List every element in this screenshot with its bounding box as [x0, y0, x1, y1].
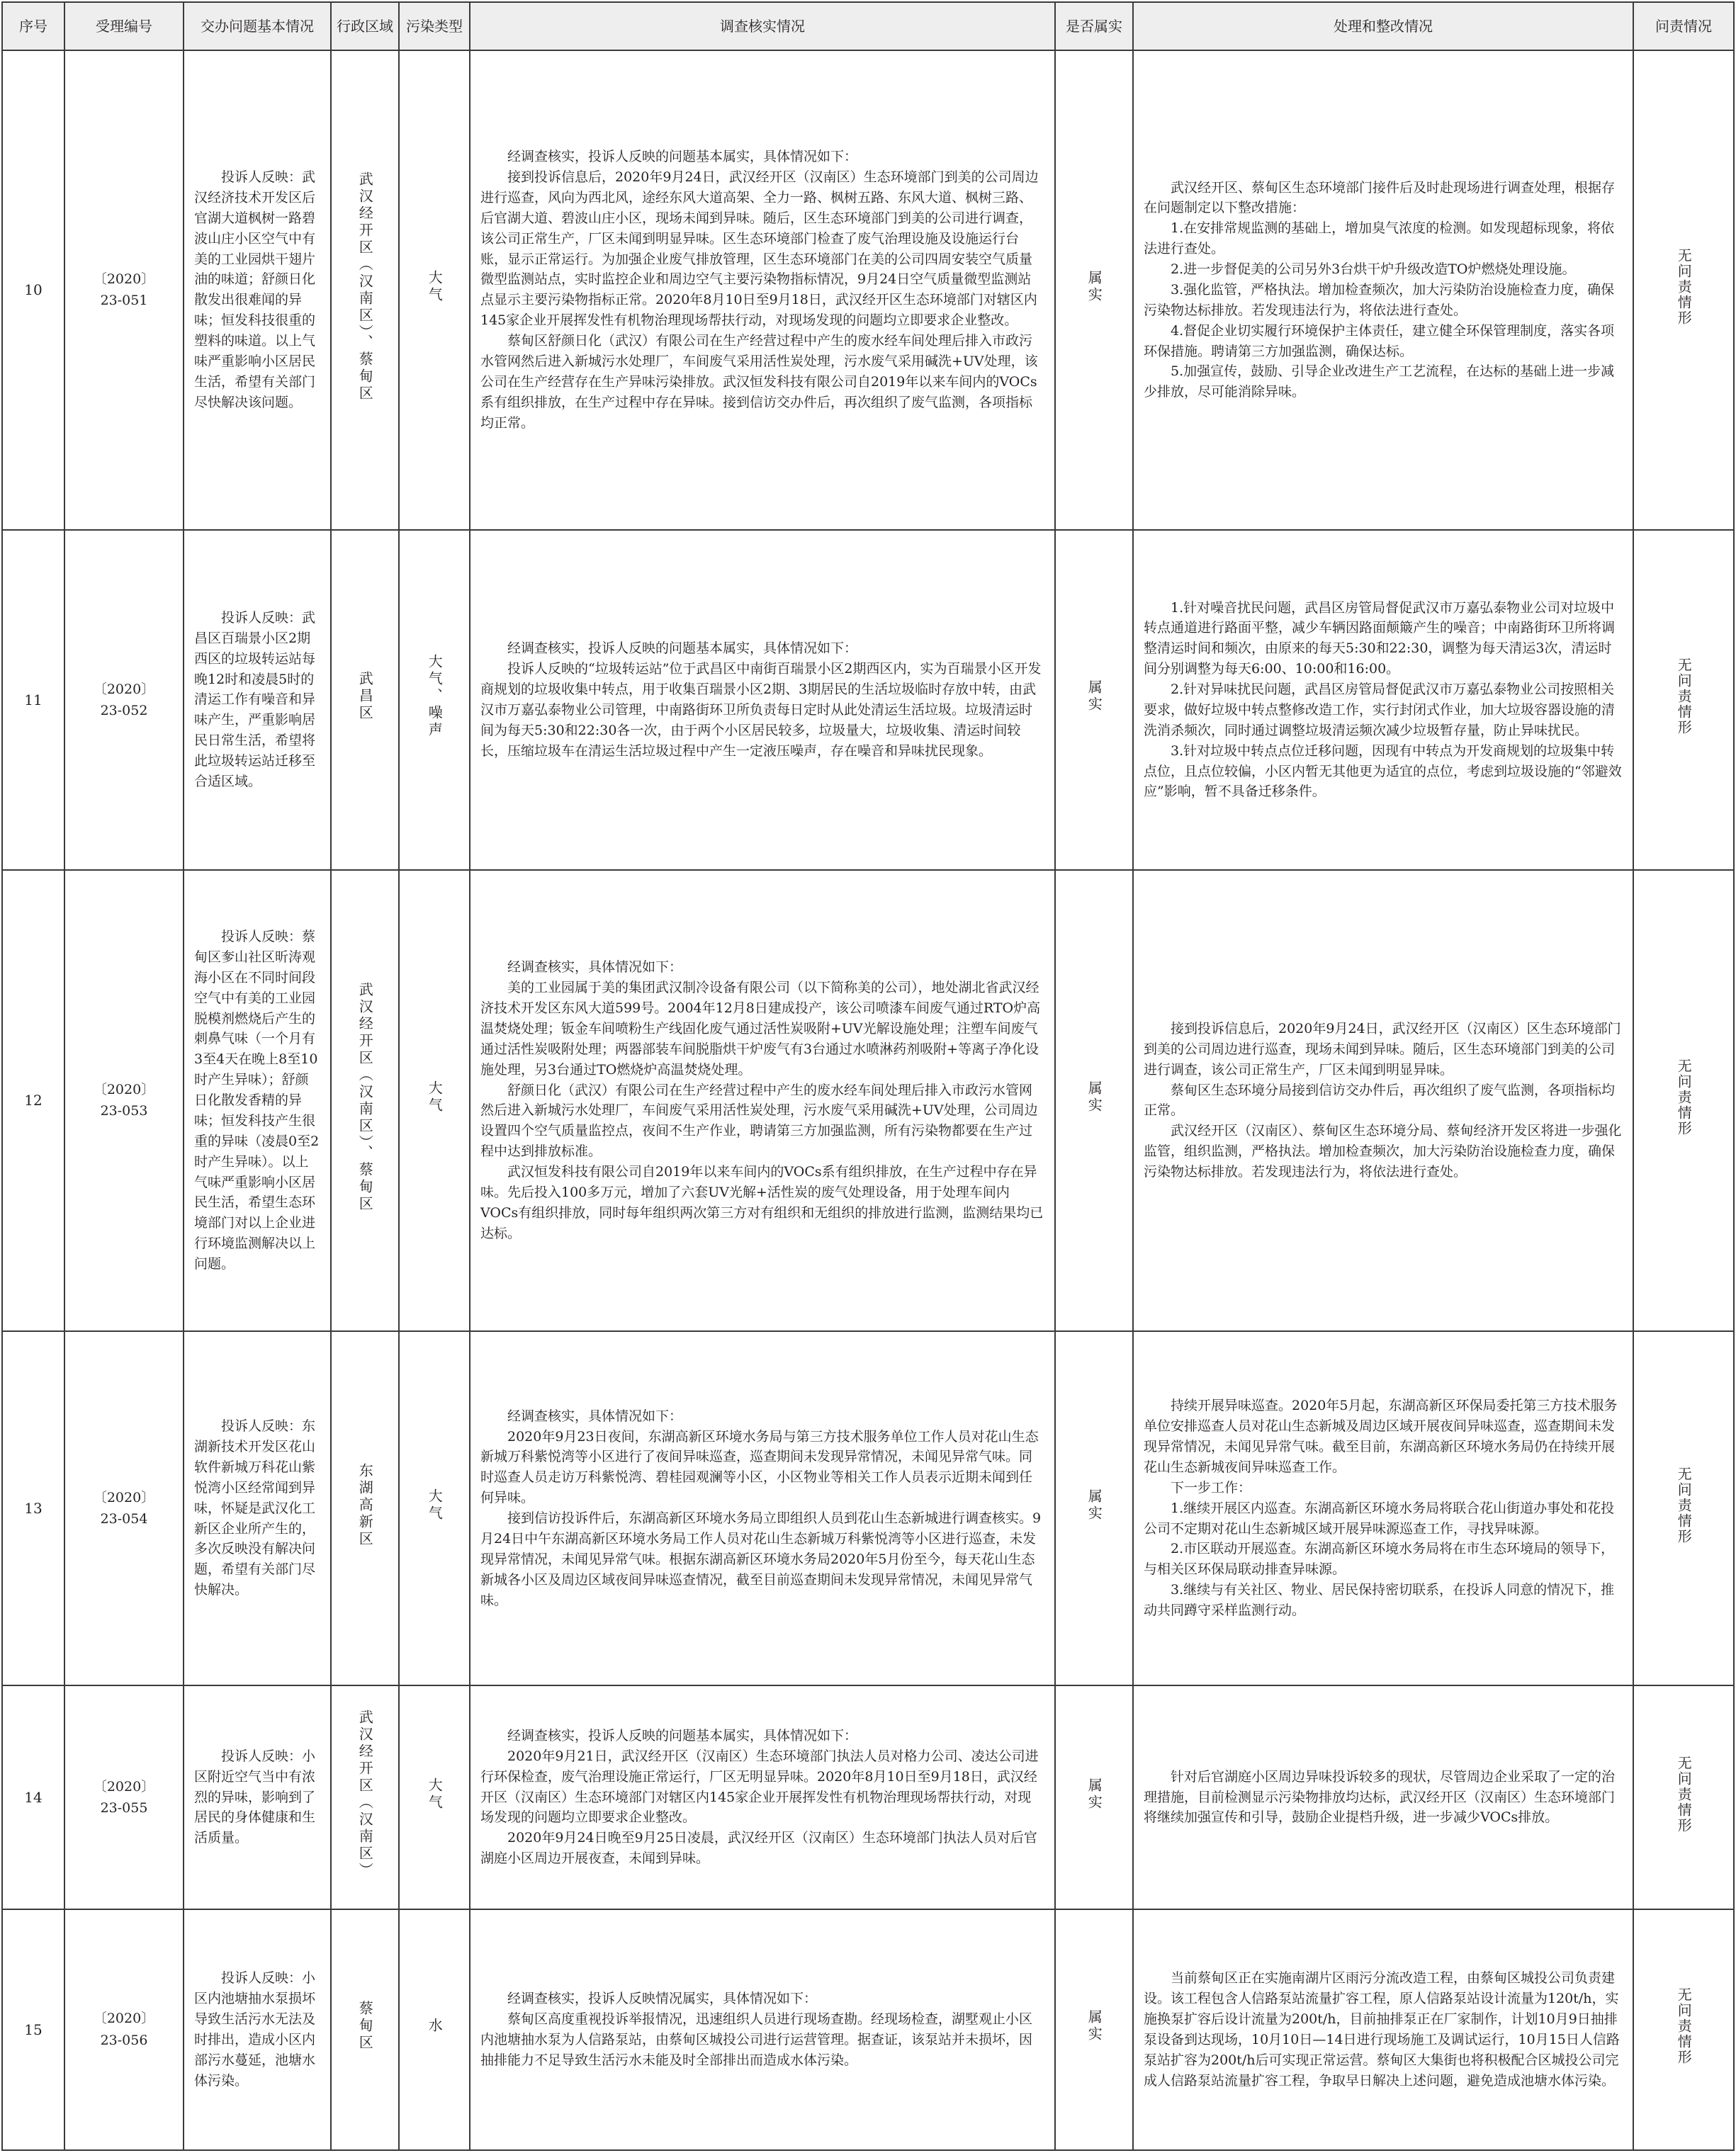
header-investigation: 调查核实情况 [470, 2, 1055, 50]
row-id-num: 23-055 [100, 1799, 148, 1816]
problem-text: 投诉人反映：小区附近空气当中有浓烈的异味，影响到了居民的身体健康和生活质量。 [194, 1748, 316, 1846]
row-handling [1133, 1331, 1633, 1686]
handling-paragraph: 2.市区联动开展巡查。东湖高新区环境水务局将在市生态环境局的领导下，与相关区环保局联动排查异味源。 [1144, 1541, 1615, 1578]
handling-paragraph: 3.继续与有关社区、物业、居民保持密切联系，在投诉人同意的情况下，推动共同蹲守采样监测行动。 [1144, 1582, 1615, 1618]
handling-paragraph: 当前蔡甸区正在实施南湖片区雨污分流改造工程，由蔡甸区城投公司负责建设。该工程包含人信路泵站流量扩容工程，原人信路泵站设计流量为120t/h，实施换泵扩容后设计流量为200t/h，目前抽排泵正在厂家制作，计划10月9日抽排泵设备到达现场，10月10日—14日进行现场施工及调试运行，10月15日人信路泵站扩容为200t/h后可实现正常运营。蔡甸区大集街也将积极配合区城投公司完成人信路泵站流量扩容工程，争取早日解决上述问题，避免造成池塘水体污染。 [1144, 1970, 1620, 2089]
verified-text: 属实 [1086, 1488, 1103, 1522]
handling-paragraph: 持续开展异味巡查。2020年5月起，东湖高新区环保局委托第三方技术服务单位安排巡查人员对花山生态新城及周边区域开展夜间异味巡查，巡查期间未发现异常情况，未闻见异常气味。截至目前，东湖高新区环境水务局仍在持续开展花山生态新城夜间异味巡查工作。 [1144, 1398, 1618, 1475]
row-problem [184, 530, 331, 870]
investigation-paragraph: 接到投诉信息后，2020年9月24日，武汉经开区（汉南区）生态环境部门到美的公司周边进行巡查，风向为西北风，途经东风大道高架、全力一路、枫树五路、东风大道、枫树三路、后官湖大道、碧波山庄小区，现场未闻到异味。随后，区生态环境部门到美的公司进行调查，该公司正常生产，厂区未闻到明显异味。区生态环境部门检查了废气治理设施及设施运行台账，显示正常运行。为加强企业废气排放管理，区生态环境部门在美的公司四周安装空气质量微型监测站点，实时监控企业和周边空气主要污染物指标情况，9月24日空气质量微型监测站点显示主要污染物指标正常。2020年8月10日至9月18日，武汉经开区生态环境部门对辖区内145家企业开展挥发性有机物治理现场帮扶行动，对现场发现的问题均立即要求企业整改。 [480, 169, 1039, 329]
row-id [64, 1685, 184, 1909]
district-text: 蔡甸区 [356, 2001, 374, 2052]
row-id-year: 〔2020〕 [93, 681, 155, 697]
row-district [331, 1685, 399, 1909]
accountability-text: 无问责情形 [1675, 1466, 1693, 1544]
district-text: 武汉经开区（汉南区）、蔡甸区 [356, 982, 374, 1214]
problem-text: 投诉人反映：东湖新技术开发区花山软件新城万科花山紫悦湾小区经常闻到异味，怀疑是武汉化工新区企业所产生的，多次反映没有解决问题，希望有关部门尽快解决。 [194, 1418, 316, 1598]
row-verified [1055, 1909, 1133, 2150]
row-handling [1133, 530, 1633, 870]
row-accountability [1633, 1909, 1734, 2150]
header-row [2, 2, 1734, 50]
row-id-num: 23-056 [100, 2032, 148, 2048]
row-handling [1133, 50, 1633, 530]
row-problem [184, 870, 331, 1331]
verified-text: 属实 [1086, 1080, 1103, 1115]
row-id [64, 870, 184, 1331]
investigation-paragraph: 经调查核实，投诉人反映的问题基本属实，具体情况如下： [507, 1727, 858, 1744]
row-verified [1055, 1685, 1133, 1909]
row-pollution [399, 870, 470, 1331]
row-verified [1055, 870, 1133, 1331]
row-pollution [399, 1909, 470, 2150]
row-pollution [399, 50, 470, 530]
verified-text: 属实 [1086, 1777, 1103, 1812]
handling-paragraph: 3.针对垃圾中转点点位迁移问题，因现有中转点为开发商规划的垃圾集中转点位，且点位较偏，小区内暂无其他更为适宜的点位，考虑到垃圾设施的“邻避效应”影响，暂不具备迁移条件。 [1144, 742, 1622, 800]
accountability-text: 无问责情形 [1675, 1987, 1693, 2066]
handling-paragraph: 2.进一步督促美的公司另外3台烘干炉升级改造TO炉燃烧处理设施。 [1171, 261, 1576, 278]
row-id-num: 23-051 [100, 293, 148, 309]
row-seq: 11 [2, 530, 64, 870]
pollution-text: 水 [426, 2018, 444, 2035]
problem-text: 投诉人反映：小区内池塘抽水泵损坏导致生活污水无法及时排出，造成小区内部污水蔓延，池塘水体污染。 [194, 1970, 316, 2089]
investigation-paragraph: 投诉人反映的“垃圾转运站”位于武昌区中南街百瑞景小区2期西区内，实为百瑞景小区开发商规划的垃圾收集中转点，用于收集百瑞景小区2期、3期居民的生活垃圾临时存放中转，由武汉市万嘉弘泰物业公司管理，中南路街环卫所负责每日定时从此处清运生活垃圾。垃圾清运时间为每天5:30和22:30各一次，由于两个小区居民较多，垃圾量大，垃圾收集、清运时间较长，压缩垃圾车在清运生活垃圾过程中产生一定液压噪声，存在噪音和异味扰民现象。 [480, 661, 1042, 759]
row-id [64, 1331, 184, 1686]
row-accountability [1633, 1331, 1734, 1686]
investigation-paragraph: 武汉恒发科技有限公司自2019年以来车间内的VOCs系有组织排放，在生产过程中存在异味。先后投入100多万元，增加了六套UV光解+活性炭的废气处理设备，用于处理车间内VOCs有组织排放，同时每年组织两次第三方对有组织和无组织的排放进行监测，监测结果均已达标。 [480, 1164, 1044, 1241]
pollution-text: 大气 [426, 1080, 444, 1115]
row-handling [1133, 870, 1633, 1331]
row-investigation [470, 530, 1055, 870]
row-verified [1055, 50, 1133, 530]
pollution-text: 大气 [426, 1488, 444, 1522]
district-text: 武汉经开区（汉南区） [356, 1709, 374, 1880]
row-problem [184, 1909, 331, 2150]
district-text: 武汉经开区（汉南区）、蔡甸区 [356, 171, 374, 402]
handling-paragraph: 针对后官湖庭小区周边异味投诉较多的现状，尽管周边企业采取了一定的治理措施，目前检测显示污染物排放均达标，武汉经开区（汉南区）生态环境部门将继续加强宣传和引导，鼓励企业提档升级，进一步减少VOCs排放。 [1144, 1768, 1616, 1826]
row-investigation [470, 1909, 1055, 2150]
header-handling: 处理和整改情况 [1133, 2, 1633, 50]
handling-paragraph: 1.继续开展区内巡查。东湖高新区环境水务局将联合花山街道办事处和花投公司不定期对花山生态新城区域开展异味源巡查工作，寻找异味源。 [1144, 1500, 1615, 1537]
header-seq: 序号 [2, 2, 64, 50]
row-accountability [1633, 530, 1734, 870]
row-id [64, 530, 184, 870]
investigation-paragraph: 经调查核实，投诉人反映情况属实，具体情况如下： [507, 1991, 818, 2007]
row-id-year: 〔2020〕 [93, 2011, 155, 2027]
table-row [2, 1331, 1734, 1686]
pollution-text: 大气 [426, 269, 444, 304]
investigation-paragraph: 接到信访投诉件后，东湖高新区环境水务局立即组织人员到花山生态新城进行调查核实。9月24日中午东湖高新区环境水务局工作人员对花山生态新城万科紫悦湾等小区进行巡查，未发现异常情况，未闻见异常气味。根据东湖高新区环境水务局2020年5月份至今，每天花山生态新城各小区及周边区域夜间异味巡查情况，截至目前巡查期间未发现异常情况，未闻见异常气味。 [480, 1510, 1042, 1608]
complaint-table [1, 1, 1735, 2151]
row-id [64, 50, 184, 530]
row-pollution [399, 1685, 470, 1909]
header-pollution: 污染类型 [399, 2, 470, 50]
row-seq: 12 [2, 870, 64, 1331]
table-row [2, 870, 1734, 1331]
row-problem [184, 50, 331, 530]
header-id: 受理编号 [64, 2, 184, 50]
accountability-text: 无问责情形 [1675, 247, 1693, 326]
investigation-paragraph: 蔡甸区舒颜日化（武汉）有限公司在生产经营过程中产生的废水经车间处理后排入市政污水管网然后进入新城污水处理厂，车间废气采用活性炭处理，污水废气采用碱洗+UV处理，该公司在生产经营存在生产异味污染排放。武汉恒发科技有限公司自2019年以来车间内的VOCs系有组织排放，在生产过程中存在异味。接到信访交办件后，再次组织了废气监测，各项指标均正常。 [480, 333, 1038, 431]
table-row [2, 1685, 1734, 1909]
row-seq: 13 [2, 1331, 64, 1686]
handling-paragraph: 1.在安排常规监测的基础上，增加臭气浓度的检测。如发现超标现象，将依法进行查处。 [1144, 220, 1615, 257]
pollution-text: 大气 [426, 1777, 444, 1812]
row-id-num: 23-053 [100, 1103, 148, 1119]
investigation-paragraph: 蔡甸区高度重视投诉举报情况，迅速组织人员进行现场查勘。经现场检查，湖墅观止小区内池塘抽水泵为人信路泵站，由蔡甸区城投公司进行运营管理。据查证，该泵站并未损坏，因抽排能力不足导致生活污水未能及时全部排出而造成水体污染。 [480, 2011, 1033, 2068]
handling-paragraph: 蔡甸区生态环境分局接到信访交办件后，再次组织了废气监测，各项指标均正常。 [1144, 1082, 1616, 1119]
investigation-paragraph: 经调查核实，投诉人反映的问题基本属实，具体情况如下： [507, 640, 858, 657]
header-accountability: 问责情况 [1633, 2, 1734, 50]
handling-paragraph: 武汉经开区（汉南区）、蔡甸区生态环境分局、蔡甸经济开发区将进一步强化监管，组织监测，严格执法。增加检查频次，加大污染防治设施检查力度，确保污染物达标排放。若发现违法行为，将依法进行查处。 [1144, 1123, 1622, 1180]
accountability-text: 无问责情形 [1675, 657, 1693, 736]
handling-paragraph: 4.督促企业切实履行环境保护主体责任，建立健全环保管理制度，落实各项环保措施。聘请第三方加强监测，确保达标。 [1144, 322, 1615, 359]
handling-paragraph: 2.针对异味扰民问题，武昌区房管局督促武汉市万嘉弘泰物业公司按照相关要求，做好垃圾中转点整修改造工作，实行封闭式作业，加大垃圾容器设施的清洗消杀频次，同时通过调整垃圾清运频次减少垃圾暂存量，防止异味扰民。 [1144, 682, 1616, 738]
investigation-paragraph: 经调查核实，投诉人反映的问题基本属实，具体情况如下： [507, 149, 858, 165]
district-text: 武昌区 [356, 671, 374, 723]
verified-text: 属实 [1086, 2009, 1103, 2044]
row-district [331, 50, 399, 530]
row-accountability [1633, 1685, 1734, 1909]
row-id-year: 〔2020〕 [93, 271, 155, 287]
table-row [2, 50, 1734, 530]
row-verified [1055, 1331, 1133, 1686]
handling-paragraph: 接到投诉信息后，2020年9月24日，武汉经开区（汉南区）区生态环境部门到美的公司周边进行巡查，现场未闻到异味。随后，区生态环境部门到美的公司进行调查，该公司正常生产，厂区未闻到明显异味。 [1144, 1020, 1621, 1078]
row-verified [1055, 530, 1133, 870]
row-id-num: 23-052 [100, 702, 148, 718]
header-verified: 是否属实 [1055, 2, 1133, 50]
investigation-paragraph: 美的工业园属于美的集团武汉制冷设备有限公司（以下简称美的公司），地处湖北省武汉经济技术开发区东风大道599号。2004年12月8日建成投产，该公司喷漆车间废气通过RTO炉高温焚烧处理；钣金车间喷粉生产线固化废气通过活性炭吸附+UV光解设施处理；注塑车间废气通过活性炭吸附处理；两器部装车间脱脂烘干炉废气有3台通过水喷淋药剂吸附+等离子净化设施处理，另3台通过TO燃烧炉高温焚烧处理。 [480, 980, 1041, 1078]
row-id-num: 23-054 [100, 1511, 148, 1527]
row-investigation [470, 1685, 1055, 1909]
row-investigation [470, 1331, 1055, 1686]
row-handling [1133, 1685, 1633, 1909]
verified-text: 属实 [1086, 679, 1103, 714]
handling-paragraph: 3.强化监管，严格执法。增加检查频次，加大污染防治设施检查力度，确保污染物达标排放。若发现违法行为，将依法进行查处。 [1144, 281, 1615, 318]
problem-text: 投诉人反映：武汉经济技术开发区后官湖大道枫树一路碧波山庄小区空气中有美的工业园烘干翅片油的味道；舒颜日化散发出很难闻的异味；恒发科技很重的塑料的味道。以上气味严重影响小区居民生活，希望有关部门尽快解决该问题。 [194, 169, 316, 410]
verified-text: 属实 [1086, 269, 1103, 304]
investigation-paragraph: 2020年9月24日晚至9月25日凌晨，武汉经开区（汉南区）生态环境部门执法人员对后官湖庭小区周边开展夜查，未闻到异味。 [480, 1830, 1037, 1867]
row-id-year: 〔2020〕 [93, 1489, 155, 1505]
row-id-year: 〔2020〕 [93, 1082, 155, 1098]
investigation-paragraph: 经调查核实，具体情况如下： [507, 959, 683, 976]
header-problem: 交办问题基本情况 [184, 2, 331, 50]
row-district [331, 1909, 399, 2150]
row-handling [1133, 1909, 1633, 2150]
row-investigation [470, 50, 1055, 530]
investigation-paragraph: 2020年9月21日，武汉经开区（汉南区）生态环境部门执法人员对格力公司、凌达公司进行环保检查，废气治理设施正常运行，厂区无明显异味。2020年8月10日至9月18日，武汉经开区（汉南区）生态环境部门对辖区内145家企业开展挥发性有机物治理现场帮扶行动，对现场发现的问题均立即要求企业整改。 [480, 1748, 1039, 1826]
row-investigation [470, 870, 1055, 1331]
report-sheet [1, 1, 1733, 2151]
row-pollution [399, 1331, 470, 1686]
handling-paragraph: 5.加强宣传，鼓励、引导企业改进生产工艺流程，在达标的基础上进一步减少排放，尽可能消除异味。 [1144, 363, 1615, 400]
row-district [331, 870, 399, 1331]
header-district: 行政区域 [331, 2, 399, 50]
row-district [331, 1331, 399, 1686]
district-text: 东湖高新区 [356, 1462, 374, 1548]
problem-text: 投诉人反映：武昌区百瑞景小区2期西区的垃圾转运站每晚12时和凌晨5时的清运工作有噪音和异味产生，严重影响居民日常生活，希望将此垃圾转运站迁移至合适区域。 [194, 609, 316, 789]
row-seq: 15 [2, 1909, 64, 2150]
accountability-text: 无问责情形 [1675, 1755, 1693, 1833]
row-pollution [399, 530, 470, 870]
row-district [331, 530, 399, 870]
handling-paragraph: 下一步工作： [1171, 1479, 1252, 1496]
row-id-year: 〔2020〕 [93, 1778, 155, 1795]
row-seq: 14 [2, 1685, 64, 1909]
problem-text: 投诉人反映：蔡甸区奓山社区昕涛观海小区在不同时间段空气中有美的工业园脱模剂燃烧后产生的刺鼻气味（一个月有3至4天在晚上8至10时产生异味）；舒颜日化散发香精的异味；恒发科技产生很重的异味（凌晨0至2时产生异味）。以上气味严重影响小区居民生活，希望生态环境部门对以上企业进行环境监测解决以上问题。 [194, 929, 320, 1272]
investigation-paragraph: 舒颜日化（武汉）有限公司在生产经营过程中产生的废水经车间处理后排入市政污水管网然后进入新城污水处理厂，车间废气采用活性炭处理，污水废气采用碱洗+UV处理，公司周边设置四个空气质量监控点，夜间不生产作业，聘请第三方加强监测，所有污染物都要在生产过程中达到排放标准。 [480, 1082, 1038, 1160]
table-row [2, 1909, 1734, 2150]
investigation-paragraph: 2020年9月23日夜间，东湖高新区环境水务局与第三方技术服务单位工作人员对花山生态新城万科紫悦湾等小区进行了夜间异味巡查，巡查期间未发现异常情况，未闻见异常气味。同时巡查人员走访万科紫悦湾、碧桂园观澜等小区，小区物业等相关工作人员表示近期未闻到任何异味。 [480, 1428, 1039, 1506]
investigation-paragraph: 经调查核实，具体情况如下： [507, 1408, 683, 1424]
accountability-text: 无问责情形 [1675, 1058, 1693, 1137]
row-id [64, 1909, 184, 2150]
row-problem [184, 1331, 331, 1686]
row-seq: 10 [2, 50, 64, 530]
row-problem [184, 1685, 331, 1909]
table-row [2, 530, 1734, 870]
handling-paragraph: 武汉经开区、蔡甸区生态环境部门接件后及时赴现场进行调查处理，根据存在问题制定以下整改措施： [1144, 179, 1616, 216]
pollution-text: 大气、噪声 [426, 654, 444, 740]
row-accountability [1633, 50, 1734, 530]
row-accountability [1633, 870, 1734, 1331]
handling-paragraph: 1.针对噪音扰民问题，武昌区房管局督促武汉市万嘉弘泰物业公司对垃圾中转点通道进行路面平整，减少车辆因路面颠簸产生的噪音；中南路街环卫所将调整清运时间和频次，由原来的每天5:30和22:30，调整为每天清运3次，清运时间分别调整为每天6:00、10:00和16:00。 [1144, 599, 1616, 677]
